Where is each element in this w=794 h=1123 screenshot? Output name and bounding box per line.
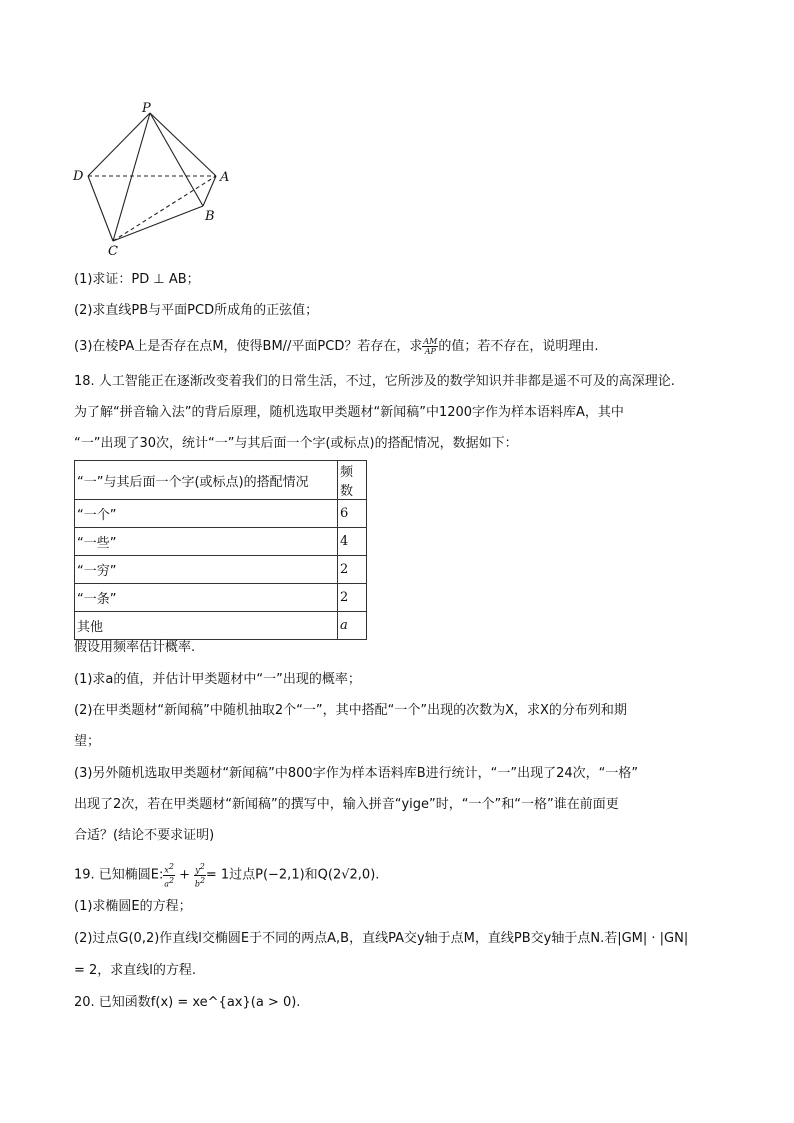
- table-row: [75, 500, 367, 528]
- table-cell: 其他: [75, 612, 338, 640]
- edge-PA: [150, 113, 216, 176]
- q18-part3-line2: 出现了2次，若在甲类题材“新闻稿”的撰写中，输入拼音“yige”时，“一个”和“一格”谁在前面更: [74, 797, 619, 812]
- q18-part2-line1: (2)在甲类题材“新闻稿”中随机抽取2个“一”，其中搭配“一个”出现的次数为X，求X的分布列和期: [74, 703, 627, 718]
- q19-part1: (1)求椭圆E的方程；: [74, 899, 192, 914]
- table-row: [75, 584, 367, 612]
- edge-PB: [150, 113, 203, 206]
- label-B: B: [205, 209, 215, 224]
- q18-part2-line2: 望；: [74, 734, 101, 749]
- table-cell: a: [338, 612, 367, 640]
- q19-eq-tail: = 1过点P(−2,1)和Q(2√2,0).: [205, 867, 380, 883]
- table-cell: “一条”: [75, 584, 338, 612]
- table-cell: “一个”: [75, 500, 338, 528]
- pyramid-figure: [68, 98, 238, 258]
- q17-part3-text-a: (3)在棱PA上是否存在点M，使得BM//平面PCD？若存在，求: [74, 339, 423, 354]
- table-row: [75, 612, 367, 640]
- q20-line1: 20. 已知函数f(x) = xe^{ax}(a > 0).: [74, 995, 301, 1010]
- table-cell: 2: [338, 556, 367, 584]
- label-D: D: [73, 169, 84, 184]
- q18-part3-line1: (3)另外随机选取甲类题材“新闻稿”中800字作为样本语料库B进行统计，“一”出现了24次，“一格”: [74, 766, 639, 781]
- q18-part3-line3: 合适？(结论不要求证明): [74, 828, 215, 843]
- table-cell: 4: [338, 528, 367, 556]
- edge-CB: [113, 206, 203, 241]
- q18-part1: (1)求a的值，并估计甲类题材中“一”出现的概率；: [74, 672, 361, 687]
- label-P: P: [142, 101, 151, 116]
- q17-part3-text-b: 的值；若不存在，说明理由.: [438, 339, 599, 354]
- header-cell: “一”与其后面一个字(或标点)的搭配情况: [75, 461, 338, 500]
- q19-line1: 19. 已知椭圆E: $\frac{x^2}{a^2}$ + $\frac{y^2}{b^2}$ = 1过点P(−2,1)和Q(2√2,0).: [74, 862, 380, 889]
- q18-line1: 18. 人工智能正在逐渐改变着我们的日常生活，不过，它所涉及的数学知识并非都是遥不可及的高深理论.: [74, 374, 675, 389]
- table-row: [75, 556, 367, 584]
- label-A: A: [220, 170, 230, 185]
- table-cell: “一穷”: [75, 556, 338, 584]
- q19-lead: 19. 已知椭圆E:: [74, 867, 164, 883]
- frequency-table: [74, 460, 367, 640]
- table-cell: 2: [338, 584, 367, 612]
- table-cell: 6: [338, 500, 367, 528]
- edge-DC: [88, 176, 113, 241]
- fraction-x2-a2: $\frac{x^2}{a^2}$: [164, 862, 175, 889]
- q17-part1: (1)求证：PD ⊥ AB；: [74, 272, 200, 287]
- fraction-y2-b2: $\frac{y^2}{b^2}$: [194, 862, 206, 889]
- table-row: [75, 528, 367, 556]
- header-cell: 频数: [338, 461, 367, 500]
- q18-line2: 为了解“拼音输入法”的背后原理，随机选取甲类题材“新闻稿”中1200字作为样本语料库A，其中: [74, 405, 624, 420]
- fraction-am-ap: $\frac{AM}{AP}$: [423, 337, 438, 356]
- label-C: C: [108, 244, 118, 258]
- q18-assume: 假设用频率估计概率.: [74, 640, 196, 655]
- q17-part3: [74, 337, 598, 356]
- q19-part2-line1: (2)过点G(0,2)作直线l交椭圆E于不同的两点A,B，直线PA交y轴于点M，直线PB交y轴于点N.若|GM| · |GN|: [74, 931, 689, 946]
- q18-line3: “一”出现了30次，统计“一”与其后面一个字(或标点)的搭配情况，数据如下：: [74, 436, 518, 451]
- q19-part2-line2: = 2，求直线l的方程.: [74, 963, 197, 978]
- table-header-row: [75, 461, 367, 500]
- q17-part2: (2)求直线PB与平面PCD所成角的正弦值；: [74, 303, 319, 318]
- table-cell: “一些”: [75, 528, 338, 556]
